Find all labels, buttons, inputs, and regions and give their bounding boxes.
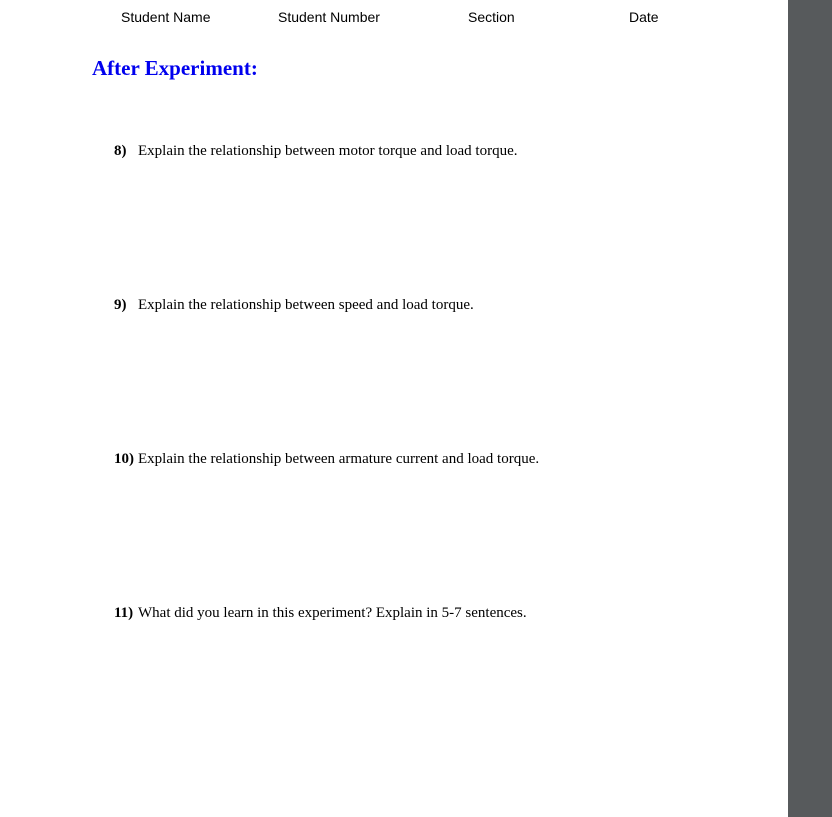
question-10 [114,451,539,468]
question-number: 11) [114,605,134,621]
header-section: Section [468,9,515,25]
header-date: Date [629,9,659,25]
question-text: Explain the relationship between armature current and load torque. [138,451,540,467]
section-title: After Experiment: [92,56,258,80]
question-9 [114,297,474,314]
question-text: What did you learn in this experiment? Explain in 5-7 sentences. [138,605,527,621]
question-11 [114,605,527,622]
header-student-name: Student Name [121,9,211,25]
question-number: 10) [114,451,134,467]
question-8 [114,143,517,160]
question-text: Explain the relationship between motor torque and load torque. [138,143,518,159]
question-number: 9) [114,297,127,313]
viewer-background-scrollbar[interactable] [788,0,832,817]
question-text: Explain the relationship between speed and load torque. [138,297,474,313]
header-student-number: Student Number [278,9,380,25]
question-number: 8) [114,143,127,159]
